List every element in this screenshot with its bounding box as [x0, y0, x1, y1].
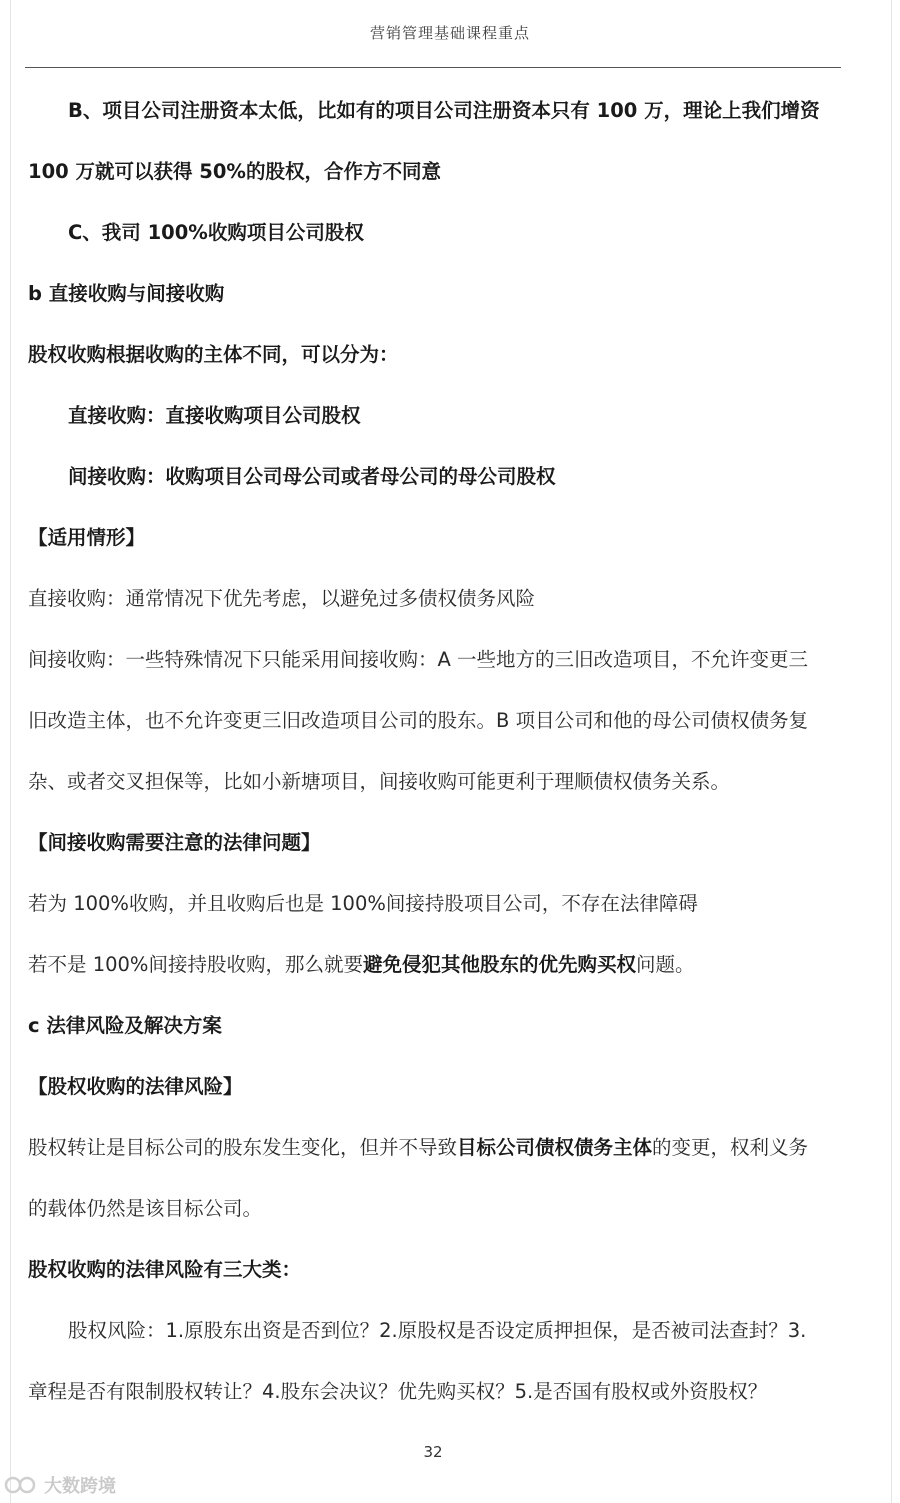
header-divider: [25, 67, 841, 68]
paragraph-line: 章程是否有限制股权转让？4.股东会决议？优先购买权？5.是否国有股权或外资股权？: [28, 1380, 768, 1403]
watermark: [4, 1472, 116, 1498]
paragraph-line: 股权收购的法律风险有三大类：: [28, 1258, 302, 1281]
emphasis-text: 避免侵犯其他股东的优先购买权: [362, 953, 636, 976]
page-header-title: 营销管理基础课程重点: [369, 24, 530, 42]
paragraph-line: B、项目公司注册资本太低，比如有的项目公司注册资本只有 100 万，理论上我们增资: [68, 99, 820, 122]
paragraph-line: 直接收购：直接收购项目公司股权: [68, 404, 361, 427]
watermark-text: 大数跨境: [44, 1476, 116, 1497]
paragraph-line: 间接收购：收购项目公司母公司或者母公司的母公司股权: [68, 465, 556, 488]
paragraph-line: 杂、或者交叉担保等，比如小新塘项目，间接收购可能更利于理顺债权债务关系。: [28, 770, 731, 793]
subsection-heading: 【适用情形】: [28, 526, 146, 549]
emphasis-text: 目标公司债权债务主体: [457, 1136, 653, 1159]
section-heading: b 直接收购与间接收购: [28, 282, 225, 305]
paragraph-line: 直接收购：通常情况下优先考虑，以避免过多债权债务风险: [28, 587, 536, 610]
paragraph-line: 若为 100%收购，并且收购后也是 100%间接持股项目公司，不存在法律障碍: [28, 892, 698, 915]
paragraph-line: 若不是 100%间接持股收购，那么就要避免侵犯其他股东的优先购买权问题。: [28, 953, 695, 976]
subsection-heading: 【股权收购的法律风险】: [28, 1075, 243, 1098]
paragraph-line: 股权收购根据收购的主体不同，可以分为：: [28, 343, 399, 366]
section-heading: c 法律风险及解决方案: [28, 1014, 222, 1037]
paragraph-line: 的载体仍然是该目标公司。: [28, 1197, 263, 1220]
page-number: 32: [423, 1443, 443, 1461]
document-body: [28, 80, 843, 1422]
paragraph-line: C、我司 100%收购项目公司股权: [68, 221, 364, 244]
paragraph-line: 股权转让是目标公司的股东发生变化，但并不导致目标公司债权债务主体的变更，权利义务: [28, 1136, 809, 1159]
paragraph-line: 100 万就可以获得 50%的股权，合作方不同意: [28, 160, 441, 183]
paragraph-line: 股权风险：1.原股东出资是否到位？2.原股权是否设定质押担保，是否被司法查封？3.: [68, 1319, 807, 1342]
paragraph-line: 旧改造主体，也不允许变更三旧改造项目公司的股东。B 项目公司和他的母公司债权债务复: [28, 709, 809, 732]
subsection-heading: 【间接收购需要注意的法律问题】: [28, 831, 321, 854]
watermark-logo-icon: [4, 1474, 38, 1496]
paragraph-line: 间接收购：一些特殊情况下只能采用间接收购：A 一些地方的三旧改造项目，不允许变更三: [28, 648, 809, 671]
